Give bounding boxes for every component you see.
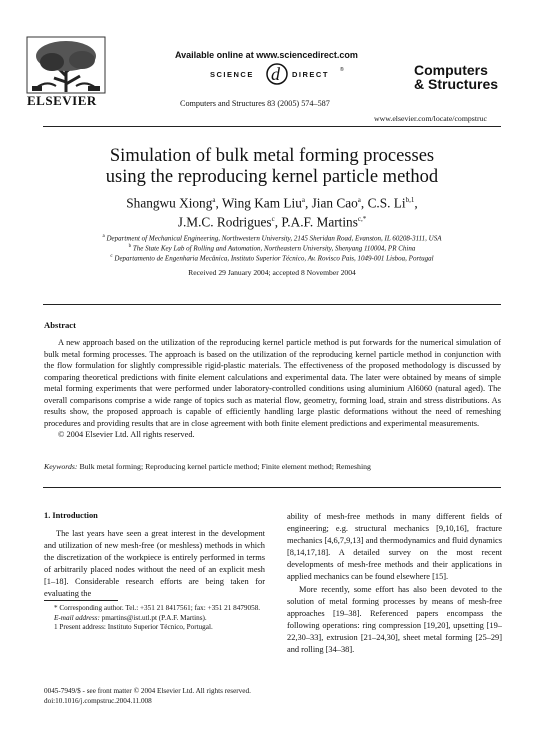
footnote-present-address: 1 Present address: Instituto Superior Técnico, Portugal. (54, 623, 213, 631)
footnote-email (44, 614, 265, 624)
author-list (0, 192, 544, 231)
footnote-rule (44, 600, 118, 601)
author-name: P.A.F. Martins (281, 214, 358, 230)
author-name: Jian Cao (311, 195, 358, 211)
author-affiliation-mark[interactable]: c (271, 215, 275, 224)
author-name: J.M.C. Rodrigues (177, 214, 272, 230)
email-label: E-mail address: (54, 613, 100, 622)
affiliation-text: The State Key Lab of Rolling and Automation, Northeastern University, Shenyang 110004, PR China (132, 244, 416, 253)
keywords (44, 462, 501, 471)
title-line-1: Simulation of bulk metal forming processes (109, 146, 435, 166)
author-separator: , (360, 195, 368, 211)
footnotes (44, 604, 265, 633)
author-affiliation-mark[interactable]: c,* (357, 215, 367, 224)
journal-reference: Computers and Structures 83 (2005) 574–587 (180, 99, 330, 108)
available-online-text: Available online at www.sciencedirect.com (175, 50, 358, 60)
direct-word: DIRECT (292, 70, 329, 79)
abstract-body (44, 337, 501, 441)
author-separator: , (274, 214, 282, 230)
author-affiliation-mark[interactable]: a (357, 196, 361, 204)
doi-line[interactable]: doi:10.1016/j.compstruc.2004.11.008 (44, 697, 152, 705)
article-title (0, 146, 544, 188)
email-link[interactable]: pmartins@ist.utl.pt (P.A.F. Martins). (101, 613, 207, 622)
copyright-block (44, 686, 251, 706)
affiliation-c (0, 254, 544, 262)
keywords-text: Bulk metal forming; Reproducing kernel particle method; Finite element method; Remeshing (79, 462, 371, 471)
svg-text:d: d (271, 64, 280, 84)
journal-url[interactable]: www.elsevier.com/locate/compstruc (374, 114, 487, 123)
author-affiliation-mark[interactable]: a (301, 196, 305, 204)
author-name: Wing Kam Liu (221, 195, 302, 211)
body-paragraph: More recently, some effort has also been devoted to the solution of metal forming processes by means of mesh-free approaches [19–38]. Referenced papers encompass the following operations: ring compression [19,20], upsetting [19–22,30–33], extrusion [21–24,30], sheet metal forming [25–29] and rolling [34–38]. (287, 584, 502, 655)
header-rule (43, 126, 501, 127)
intro-paragraph: The last years have seen a great interest in the development and utilization of new mesh-free (or meshless) methods in which the discretization of the workpiece is entirely performed in terms of arbitrarily placed nodes without the need of an explicit mesh [1–18]. Considerable research efforts are being taken for evaluating the (44, 529, 265, 599)
elsevier-wordmark: ELSEVIER (27, 93, 97, 108)
affiliation-mark: c (110, 254, 113, 259)
abstract-heading: Abstract (44, 320, 76, 330)
affiliation-text: Departamento de Engenharia Mecânica, Instituto Superior Técnico, Av. Rovisco Pais, 1049-001 Lisboa, Portugal (114, 254, 434, 263)
journal-brand (414, 63, 498, 91)
author-separator: , (215, 195, 222, 211)
copyright-line: 0045-7949/$ - see front matter © 2004 Elsevier Ltd. All rights reserved. (44, 687, 251, 695)
body-paragraph: ability of mesh-free methods in many different fields of engineering; e.g. structural mechanics [9,10,16], fracture mechanics [4,6,7,9,13] and thermodynamics and fluid dynamics [8,14,17,18]. A detailed survey on the most recent developments of mesh-free methods and their applications in applied mechanics can be found elsewhere [15]. (287, 512, 502, 582)
section-heading: 1. Introduction (44, 511, 98, 520)
brand-line-1: Computers (414, 62, 488, 78)
left-column (44, 528, 265, 601)
abstract-bottom-rule (43, 487, 501, 488)
author-line-2 (0, 211, 544, 230)
right-column (287, 511, 502, 656)
received-dates: Received 29 January 2004; accepted 8 November 2004 (188, 268, 356, 277)
keywords-label: Keywords: (44, 462, 78, 471)
affiliation-b (0, 244, 544, 252)
registered-mark: ® (340, 67, 344, 73)
footnote-corresponding: * Corresponding author. Tel.: +351 21 8417561; fax: +351 21 8479058. (54, 604, 261, 612)
abstract-text: A new approach based on the utilization of the reproducing kernel particle method is put forwards for the numerical simulation of bulk metal forming processes. The approach is based on the utilization of the reproducing kernel particle method in conjunction with the flow formulation for slightly compressible rigid-plastic materials. The effectiveness of the proposed methodology is discussed by comparing theoretical predictions with finite element calculations and experimental data. The later were obtained by means of simple metal forming experiments that were performed under laboratory-controlled conditions using aluminium Al6060 (natural aged). The overall comparisons comprise a wide range of topics such as material flow, geometry, forming load, strain and stress distributions. As results show, the proposed approach is capable of efficiently handling large plastic deformations without the need of remeshing procedures and providing results that are in close agreement with both finite element predictions and experimental measurements. (44, 338, 501, 428)
abstract-top-rule (43, 304, 501, 305)
affiliation-mark: b (128, 244, 132, 249)
brand-line-2: & Structures (414, 76, 499, 92)
author-name: C.S. Li (367, 195, 406, 211)
author-affiliation-mark[interactable]: a (212, 196, 216, 204)
science-word: SCIENCE (210, 70, 254, 79)
author-name: Shangwu Xiong (126, 195, 213, 211)
affiliation-mark: a (102, 234, 105, 239)
sciencedirect-logo (202, 63, 352, 85)
author-affiliation-mark[interactable]: b,1 (405, 196, 415, 204)
title-line-2: using the reproducing kernel particle method (105, 167, 439, 187)
affiliation-a (0, 234, 544, 242)
author-separator: , (414, 195, 418, 211)
author-separator: , (304, 195, 312, 211)
author-line-1 (0, 192, 544, 211)
abstract-copyright: © 2004 Elsevier Ltd. All rights reserved. (58, 430, 195, 439)
affiliation-text: Department of Mechanical Engineering, Northwestern University, 2145 Sheridan Road, Evanston, IL 60208-3111, USA (106, 234, 442, 243)
